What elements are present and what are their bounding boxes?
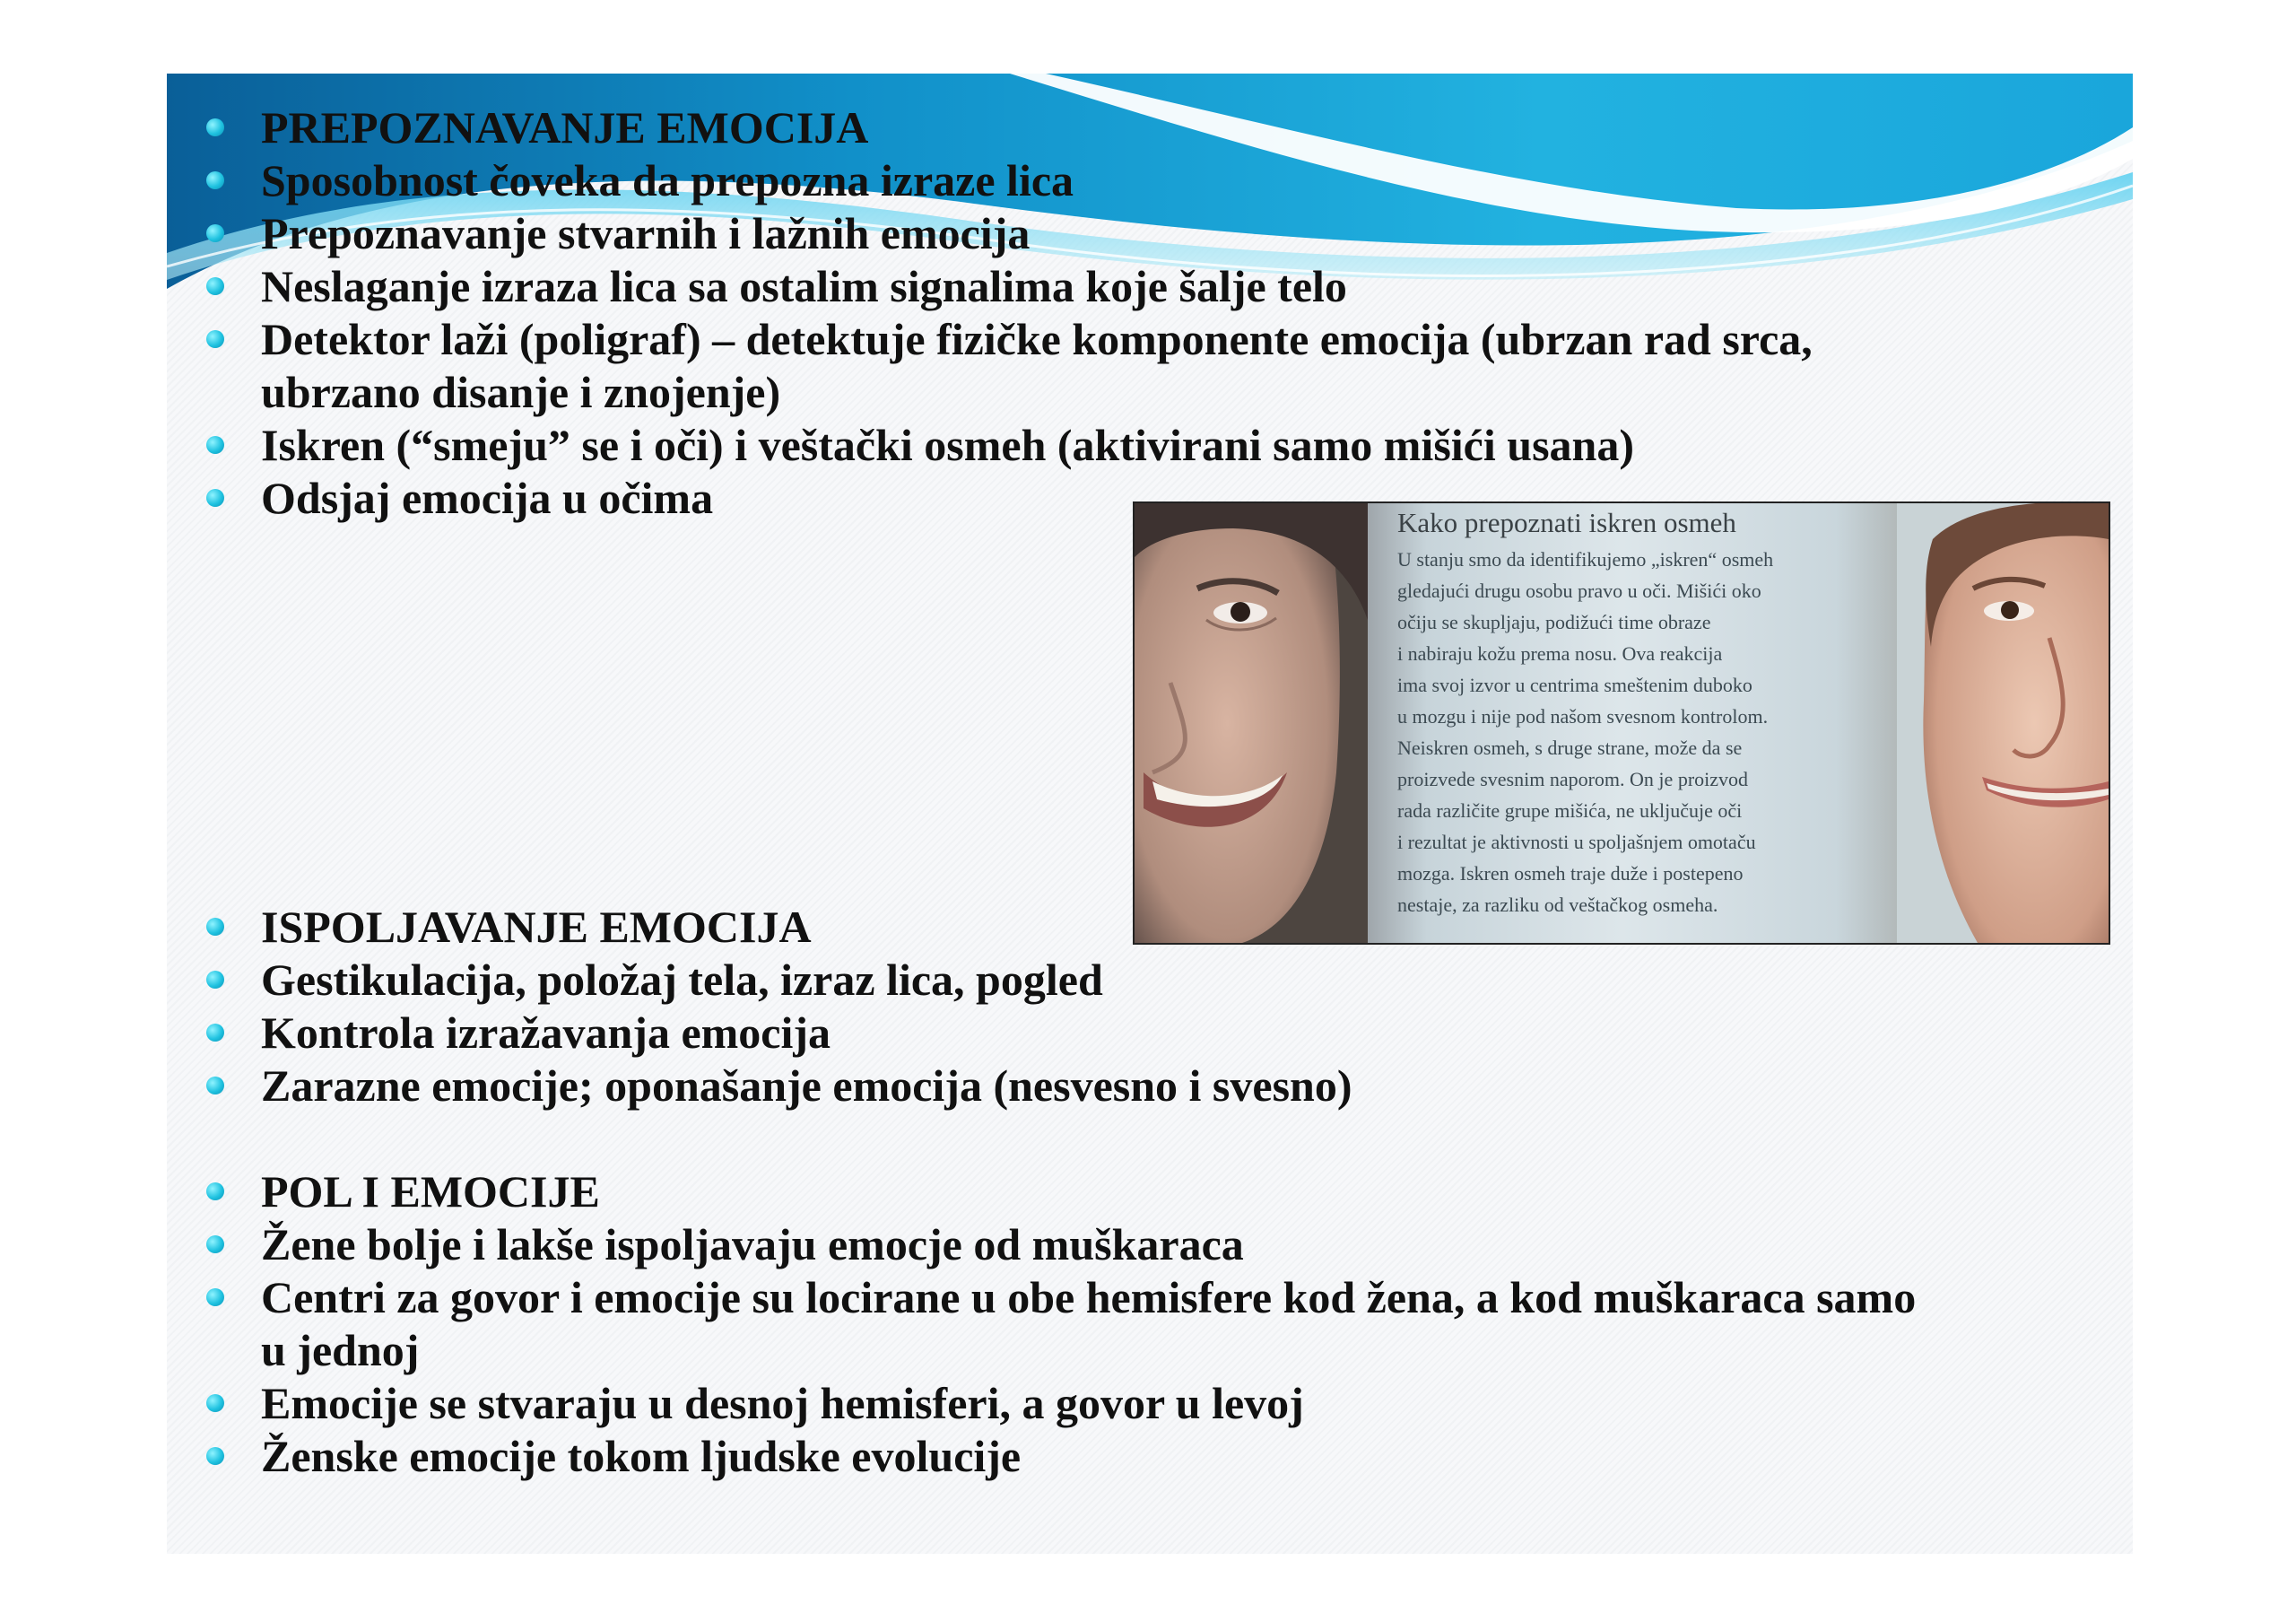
bullet-icon bbox=[206, 489, 224, 507]
heading-ispoljavanje: ISPOLJAVANJE EMOCIJA bbox=[261, 900, 812, 954]
heading-prepoznavanje: PREPOZNAVANJE EMOCIJA bbox=[261, 100, 868, 154]
bullet-icon bbox=[206, 1288, 224, 1306]
image-caption: Kako prepoznati iskren osmeh U stanju smo da identifikujemo „iskren“ osmeh gledajući drugu osobu pravo u oči. Mišići oko očiju se skupljaju, podižući time obraze i nabiraju kožu prema nosu. Ova reakcija ima svoj izvor u centrima smeštenim duboko u mozgu i nije pod našom svesnom kontrolom. Neiskren osmeh, s druge strane, može da se proizvede svesnim naporom. On je proizvod rada različite grupe mišića, ne uključuje oči i rezultat je aktivnosti u spoljašnjem omotaču mozga. Iskren osmeh traje duže i postepeno nestaje, za razliku od veštačkog osmeha. bbox=[1397, 507, 1774, 916]
list-item: Iskren (“smeju” se i oči) i veštački osmeh (aktivirani samo mišići usana) bbox=[261, 418, 1634, 472]
list-item: Neslaganje izraza lica sa ostalim signalima koje šalje telo bbox=[261, 259, 1347, 313]
slide bbox=[167, 74, 2133, 1554]
caption-title: Kako prepoznati iskren osmeh bbox=[1397, 507, 1736, 538]
bullet-icon bbox=[206, 277, 224, 295]
bullet-icon bbox=[206, 1077, 224, 1094]
bullet-icon bbox=[206, 118, 224, 136]
list-item: Gestikulacija, položaj tela, izraz lica, pogled bbox=[261, 953, 1103, 1007]
list-item: Emocije se stvaraju u desnoj hemisferi, a govor u levoj bbox=[261, 1376, 1304, 1430]
list-item: Odsjaj emocija u očima bbox=[261, 471, 713, 525]
list-item: Centri za govor i emocije su locirane u obe hemisfere kod žena, a kod muškaraca samo bbox=[261, 1270, 1916, 1324]
bullet-icon bbox=[206, 1235, 224, 1253]
list-item: Detektor laži (poligraf) – detektuje fizičke komponente emocija (ubrzan rad srca, bbox=[261, 312, 1813, 366]
heading-pol: POL I EMOCIJE bbox=[261, 1164, 600, 1218]
list-item: Zarazne emocije; oponašanje emocija (nesvesno i svesno) bbox=[261, 1059, 1352, 1112]
bullet-icon bbox=[206, 971, 224, 989]
right-face-illustration bbox=[1897, 503, 2109, 943]
list-item-continuation: u jednoj bbox=[261, 1325, 420, 1375]
list-item-continuation: ubrzano disanje i znojenje) bbox=[261, 367, 781, 417]
smile-comparison-image bbox=[1133, 501, 2110, 945]
bullet-icon bbox=[206, 1447, 224, 1465]
bullet-icon bbox=[206, 1394, 224, 1412]
list-item: Kontrola izražavanja emocija bbox=[261, 1006, 831, 1060]
left-face-illustration bbox=[1135, 503, 1368, 943]
bullet-icon bbox=[206, 330, 224, 348]
bullet-icon bbox=[206, 436, 224, 454]
list-item: Žene bolje i lakše ispoljavaju emocje od muškaraca bbox=[261, 1217, 1244, 1271]
list-item: Prepoznavanje stvarnih i lažnih emocija bbox=[261, 206, 1030, 260]
bullet-icon bbox=[206, 918, 224, 936]
bullet-icon bbox=[206, 224, 224, 242]
bullet-icon bbox=[206, 171, 224, 189]
list-item: Sposobnost čoveka da prepozna izraze lica bbox=[261, 153, 1074, 207]
bullet-icon bbox=[206, 1024, 224, 1042]
list-item: Ženske emocije tokom ljudske evolucije bbox=[261, 1429, 1021, 1483]
bullet-icon bbox=[206, 1182, 224, 1200]
